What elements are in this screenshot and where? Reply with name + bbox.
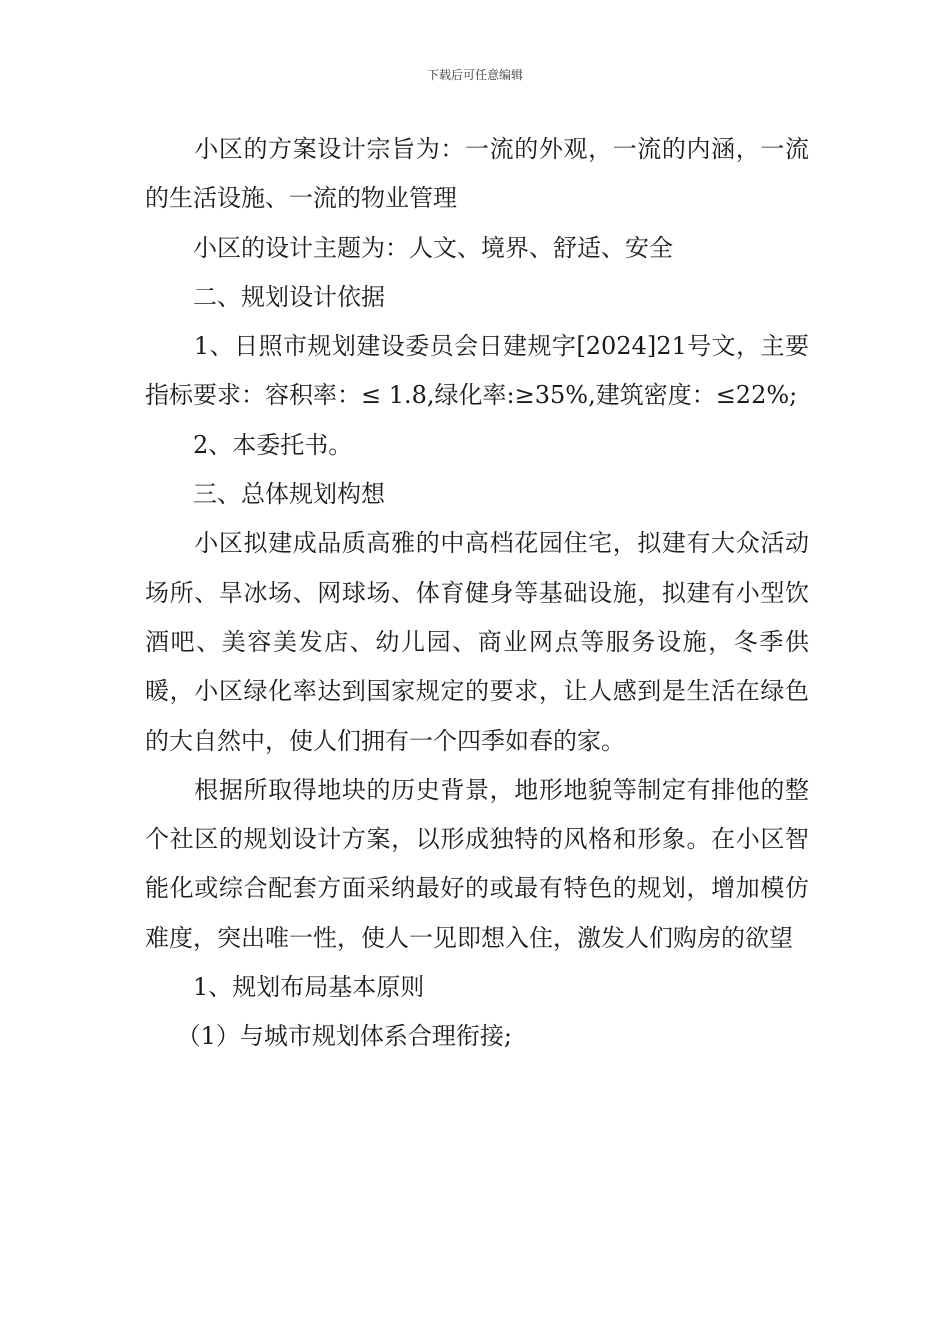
paragraph-design-purpose: 小区的方案设计宗旨为：一流的外观，一流的内涵，一流的生活设施、一流的物业管理 <box>145 135 809 213</box>
paragraph-planning-basis-2: 2、本委托书。 <box>145 430 353 459</box>
section-heading-planning-basis: 二、规划设计依据 <box>145 282 385 311</box>
subheading-layout-principles: 1、规划布局基本原则 <box>145 973 425 1002</box>
document-body <box>145 125 809 1062</box>
list-item-principle-1: （1）与城市规划体系合理衔接; <box>145 1022 512 1051</box>
paragraph-design-theme: 小区的设计主题为：人文、境界、舒适、安全 <box>145 233 673 262</box>
paragraph-site-background: 根据所取得地块的历史背景，地形地貌等制定有排他的整个社区的规划设计方案，以形成独特的风格和形象。在小区智能化或综合配套方面采纳最好的或最有特色的规划，增加模仿难度，突出唯一性，使人一见即想入住，激发人们购房的欲望 <box>145 775 809 952</box>
download-note: 下载后可任意编辑 <box>426 68 523 82</box>
paragraph-overall-concept: 小区拟建成品质高雅的中高档花园住宅，拟建有大众活动场所、旱冰场、网球场、体育健身等基础设施，拟建有小型饮酒吧、美容美发店、幼儿园、商业网点等服务设施，冬季供暖，小区绿化率达到国家规定的要求，让人感到是生活在绿色的大自然中，使人们拥有一个四季如春的家。 <box>145 529 809 755</box>
section-heading-overall-concept: 三、总体规划构想 <box>145 480 385 509</box>
paragraph-planning-basis-1: 1、日照市规划建设委员会日建规字[2024]21号文，主要指标要求：容积率：≤ 1.8,绿化率:≥35%,建筑密度：≤22%; <box>145 332 809 410</box>
